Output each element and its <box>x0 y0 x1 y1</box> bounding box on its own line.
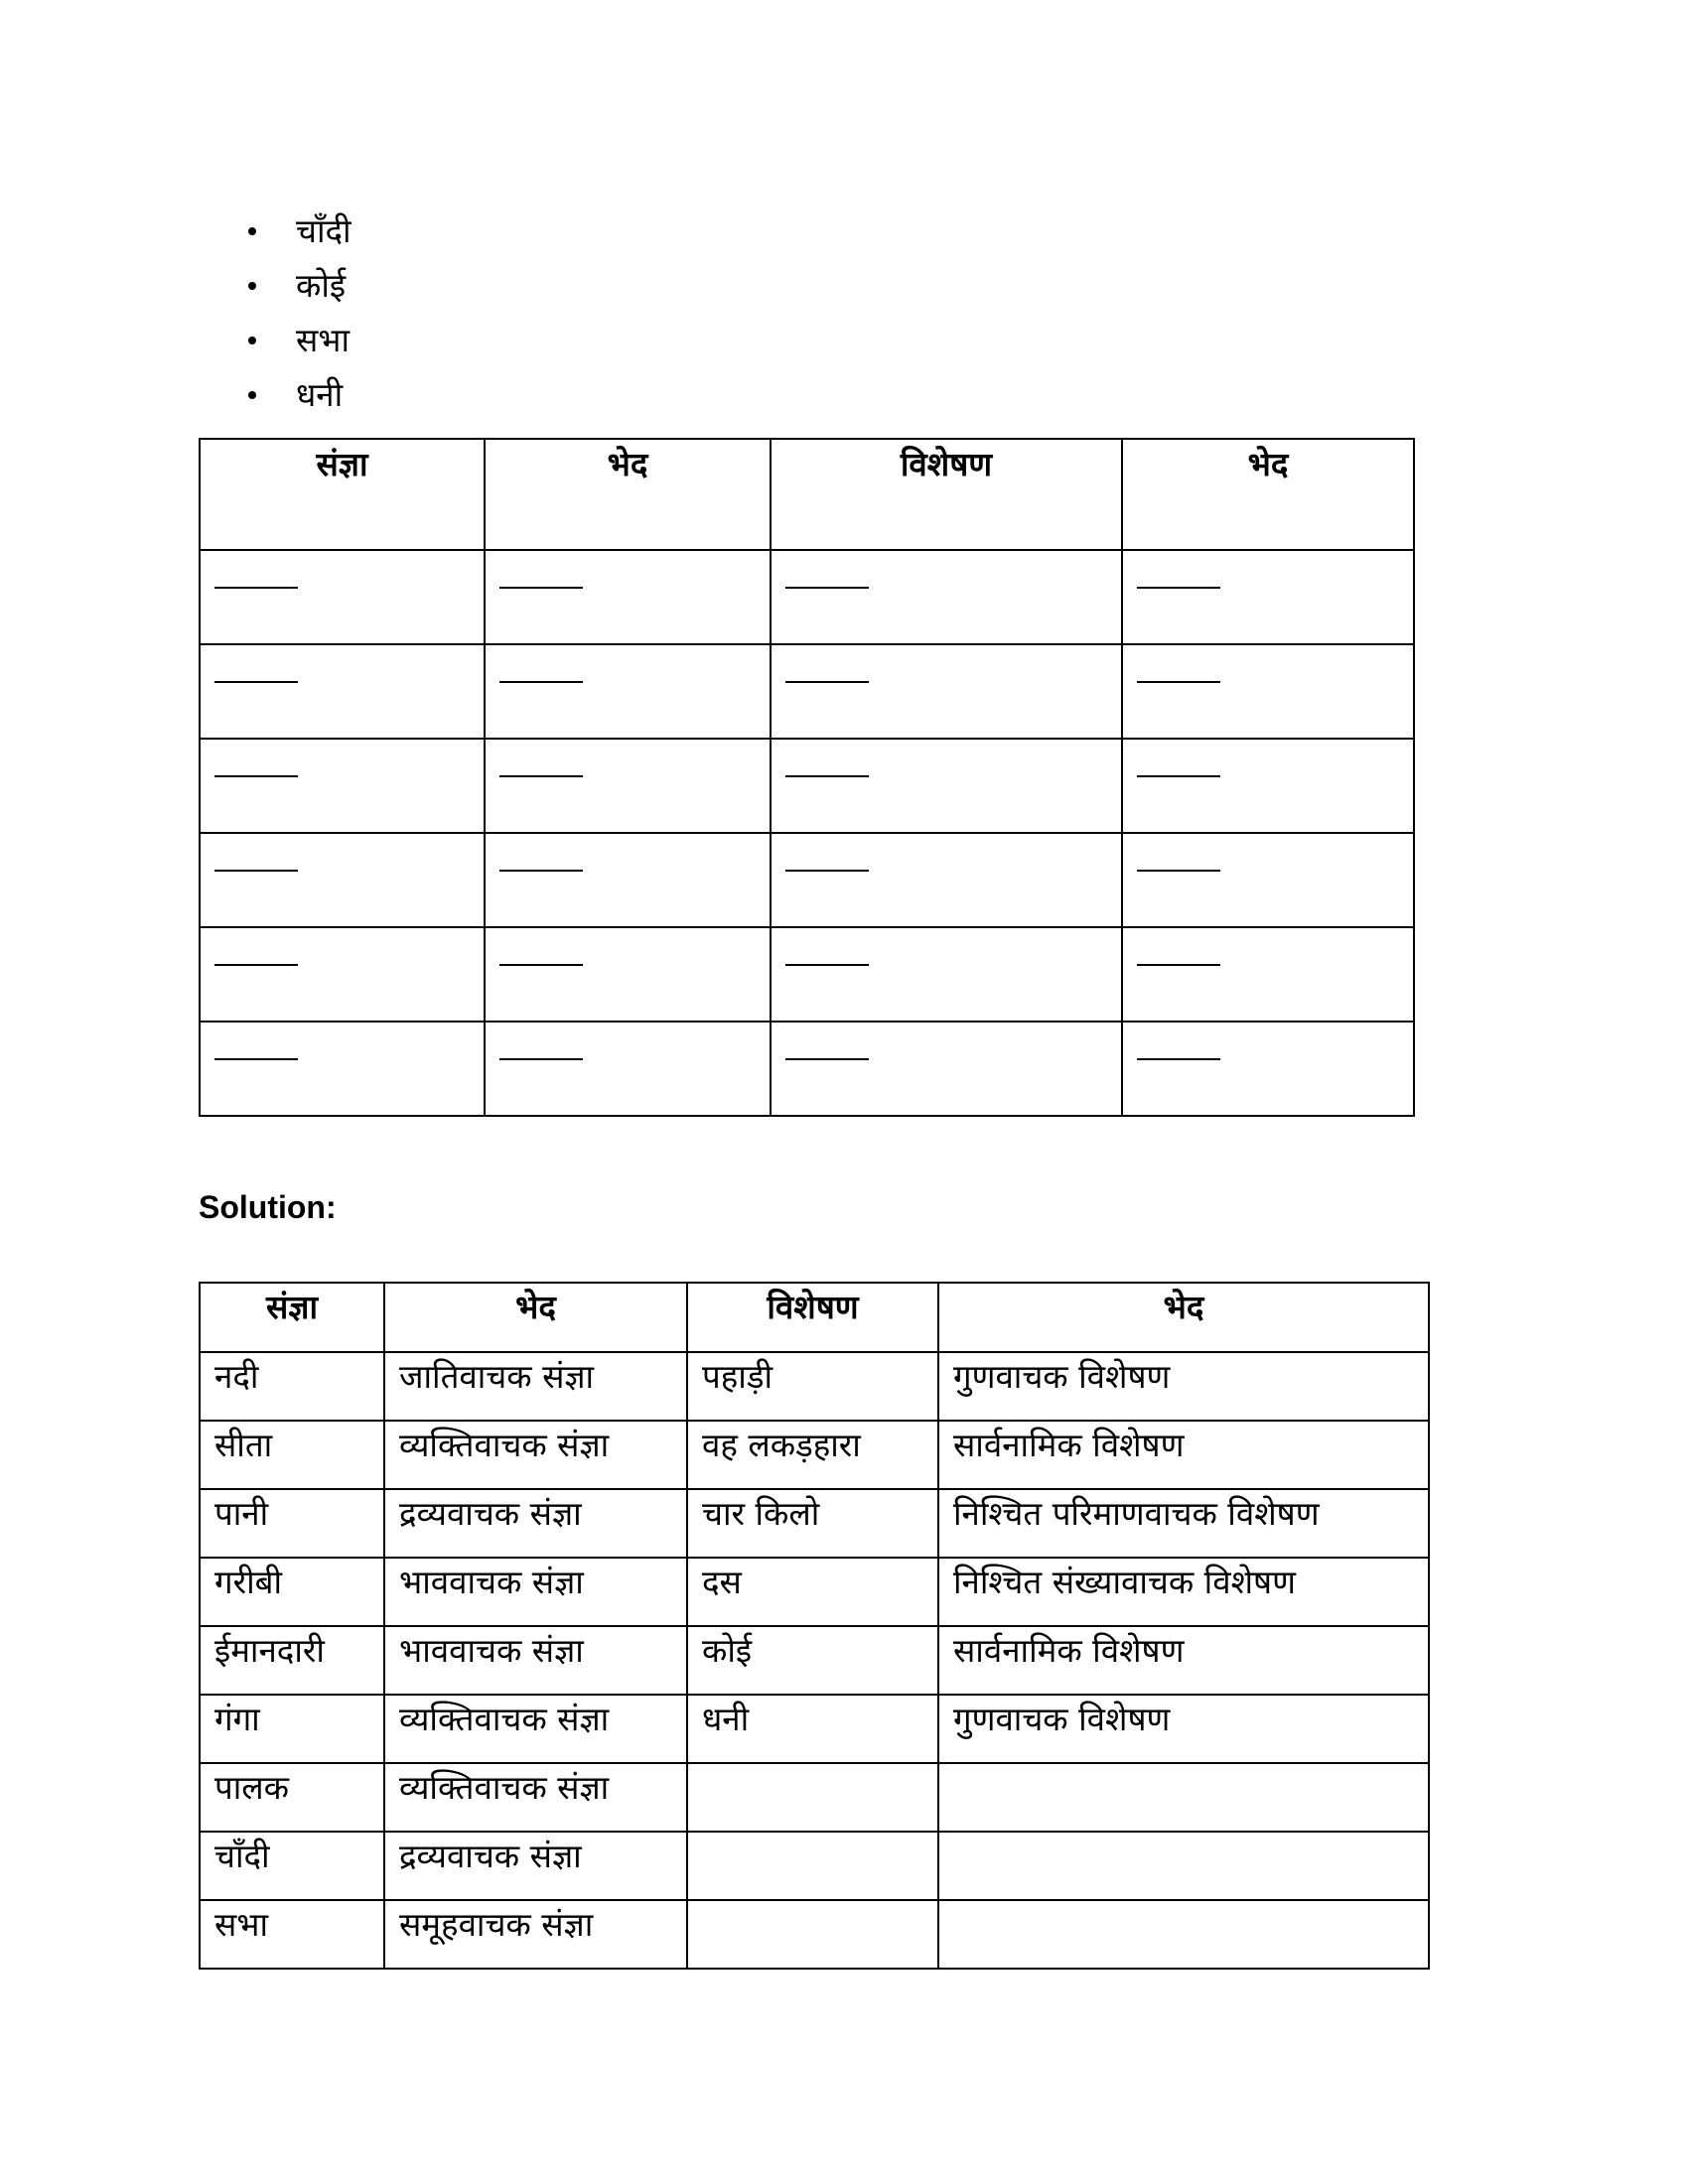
solution-noun-type-cell: भाववाचक संज्ञा <box>384 1626 687 1695</box>
solution-adjective-cell <box>687 1832 938 1900</box>
word-bullet-list <box>199 204 352 422</box>
bullet-dot-icon <box>248 391 256 399</box>
solution-adjective-type-cell: निश्चित संख्यावाचक विशेषण <box>938 1558 1429 1626</box>
exercise-blank-cell[interactable] <box>771 739 1122 833</box>
exercise-blank-cell[interactable] <box>200 833 485 927</box>
exercise-blank-cell[interactable] <box>485 1022 771 1116</box>
solution-table-row <box>200 1763 1429 1832</box>
solution-noun-type-cell: व्यक्तिवाचक संज्ञा <box>384 1421 687 1489</box>
solution-table-row <box>200 1352 1429 1421</box>
solution-adjective-type-cell <box>938 1832 1429 1900</box>
fill-in-blank-line <box>214 775 298 777</box>
solution-adjective-cell: दस <box>687 1558 938 1626</box>
fill-in-blank-line <box>499 775 583 777</box>
exercise-blank-cell[interactable] <box>771 1022 1122 1116</box>
solution-noun-type-cell: जातिवाचक संज्ञा <box>384 1352 687 1421</box>
fill-in-blank-line <box>785 1058 869 1060</box>
fill-in-blank-line <box>214 1058 298 1060</box>
fill-in-blank-line <box>499 587 583 589</box>
solution-adjective-type-cell: सार्वनामिक विशेषण <box>938 1626 1429 1695</box>
exercise-header-adjective: विशेषण <box>771 439 1122 550</box>
fill-in-blank-line <box>785 870 869 872</box>
exercise-blank-cell[interactable] <box>485 550 771 644</box>
solution-noun-cell: सीता <box>200 1421 384 1489</box>
exercise-blank-cell[interactable] <box>1122 739 1414 833</box>
exercise-table-row <box>200 833 1414 927</box>
bullet-item <box>199 204 352 258</box>
exercise-header-row <box>200 439 1414 550</box>
fill-in-blank-line <box>499 870 583 872</box>
exercise-table-row <box>200 739 1414 833</box>
solution-adjective-type-cell: गुणवाचक विशेषण <box>938 1352 1429 1421</box>
exercise-table-row <box>200 927 1414 1022</box>
bullet-item <box>199 367 352 422</box>
exercise-blank-cell[interactable] <box>485 644 771 739</box>
solution-adjective-cell: कोई <box>687 1626 938 1695</box>
fill-in-blank-line <box>1137 775 1220 777</box>
fill-in-blank-line <box>499 964 583 966</box>
bullet-item <box>199 258 352 313</box>
exercise-blank-cell[interactable] <box>771 550 1122 644</box>
solution-header-row <box>200 1283 1429 1352</box>
exercise-table-row <box>200 550 1414 644</box>
solution-adjective-cell: चार किलो <box>687 1489 938 1558</box>
exercise-table-row <box>200 644 1414 739</box>
solution-table-row <box>200 1626 1429 1695</box>
solution-adjective-cell: पहाड़ी <box>687 1352 938 1421</box>
solution-table-body <box>200 1352 1429 1969</box>
solution-noun-type-cell: व्यक्तिवाचक संज्ञा <box>384 1763 687 1832</box>
exercise-header-adjective-type: भेद <box>1122 439 1414 550</box>
fill-in-blank-line <box>785 964 869 966</box>
exercise-blank-cell[interactable] <box>200 550 485 644</box>
solution-adjective-cell <box>687 1763 938 1832</box>
fill-in-blank-line <box>785 775 869 777</box>
solution-table-row <box>200 1421 1429 1489</box>
bullet-item <box>199 313 352 367</box>
exercise-header-type: भेद <box>485 439 771 550</box>
solution-noun-type-cell: समूहवाचक संज्ञा <box>384 1900 687 1969</box>
solution-table-row <box>200 1695 1429 1763</box>
bullet-item-text: धनी <box>296 375 344 414</box>
exercise-blank-cell[interactable] <box>771 644 1122 739</box>
solution-noun-type-cell: व्यक्तिवाचक संज्ञा <box>384 1695 687 1763</box>
solution-noun-cell: नदी <box>200 1352 384 1421</box>
solution-header-adjective: विशेषण <box>687 1283 938 1352</box>
exercise-blank-cell[interactable] <box>771 927 1122 1022</box>
fill-in-blank-line <box>214 681 298 683</box>
bullet-dot-icon <box>248 282 256 290</box>
solution-noun-cell: गरीबी <box>200 1558 384 1626</box>
solution-adjective-cell <box>687 1900 938 1969</box>
fill-in-blank-line <box>785 681 869 683</box>
exercise-blank-cell[interactable] <box>200 644 485 739</box>
exercise-blank-cell[interactable] <box>1122 833 1414 927</box>
fill-in-blank-line <box>214 870 298 872</box>
solution-noun-type-cell: द्रव्यवाचक संज्ञा <box>384 1489 687 1558</box>
exercise-blank-cell[interactable] <box>200 927 485 1022</box>
fill-in-blank-line <box>1137 1058 1220 1060</box>
fill-in-blank-line <box>1137 964 1220 966</box>
exercise-table-body <box>200 550 1414 1116</box>
fill-in-blank-line <box>214 964 298 966</box>
fill-in-blank-line <box>785 587 869 589</box>
fill-in-blank-line <box>499 681 583 683</box>
exercise-blank-cell[interactable] <box>1122 550 1414 644</box>
exercise-blank-cell[interactable] <box>485 927 771 1022</box>
solution-heading: Solution: <box>199 1189 337 1225</box>
fill-in-blank-line <box>1137 587 1220 589</box>
solution-header-adjective-type: भेद <box>938 1283 1429 1352</box>
solution-adjective-type-cell: सार्वनामिक विशेषण <box>938 1421 1429 1489</box>
solution-noun-cell: सभा <box>200 1900 384 1969</box>
solution-adjective-cell: धनी <box>687 1695 938 1763</box>
solution-noun-cell: ईमानदारी <box>200 1626 384 1695</box>
fill-in-blank-line <box>1137 870 1220 872</box>
bullet-item-text: कोई <box>296 266 347 305</box>
solution-noun-cell: चाँदी <box>200 1832 384 1900</box>
exercise-blank-cell[interactable] <box>485 739 771 833</box>
bullet-item-text: चाँदी <box>296 211 352 250</box>
solution-table <box>199 1282 1430 1970</box>
fill-in-blank-line <box>1137 681 1220 683</box>
solution-noun-type-cell: भाववाचक संज्ञा <box>384 1558 687 1626</box>
solution-noun-cell: पालक <box>200 1763 384 1832</box>
exercise-table-row <box>200 1022 1414 1116</box>
solution-table-row <box>200 1900 1429 1969</box>
exercise-header-noun: संज्ञा <box>200 439 485 550</box>
solution-adjective-type-cell: निश्चित परिमाणवाचक विशेषण <box>938 1489 1429 1558</box>
solution-noun-type-cell: द्रव्यवाचक संज्ञा <box>384 1832 687 1900</box>
bullet-dot-icon <box>248 227 256 235</box>
solution-noun-cell: गंगा <box>200 1695 384 1763</box>
exercise-blank-cell[interactable] <box>1122 927 1414 1022</box>
solution-adjective-cell: वह लकड़हारा <box>687 1421 938 1489</box>
exercise-blank-cell[interactable] <box>200 739 485 833</box>
solution-table-row <box>200 1832 1429 1900</box>
fill-in-blank-line <box>499 1058 583 1060</box>
solution-adjective-type-cell <box>938 1900 1429 1969</box>
bullet-item-text: सभा <box>296 321 351 359</box>
exercise-blank-cell[interactable] <box>200 1022 485 1116</box>
exercise-blank-cell[interactable] <box>1122 644 1414 739</box>
exercise-blank-cell[interactable] <box>1122 1022 1414 1116</box>
solution-adjective-type-cell <box>938 1763 1429 1832</box>
exercise-table <box>199 438 1415 1117</box>
solution-table-row <box>200 1489 1429 1558</box>
fill-in-blank-line <box>214 587 298 589</box>
bullet-dot-icon <box>248 337 256 344</box>
exercise-blank-cell[interactable] <box>771 833 1122 927</box>
solution-header-noun: संज्ञा <box>200 1283 384 1352</box>
solution-table-row <box>200 1558 1429 1626</box>
solution-noun-cell: पानी <box>200 1489 384 1558</box>
exercise-blank-cell[interactable] <box>485 833 771 927</box>
solution-adjective-type-cell: गुणवाचक विशेषण <box>938 1695 1429 1763</box>
solution-header-type: भेद <box>384 1283 687 1352</box>
